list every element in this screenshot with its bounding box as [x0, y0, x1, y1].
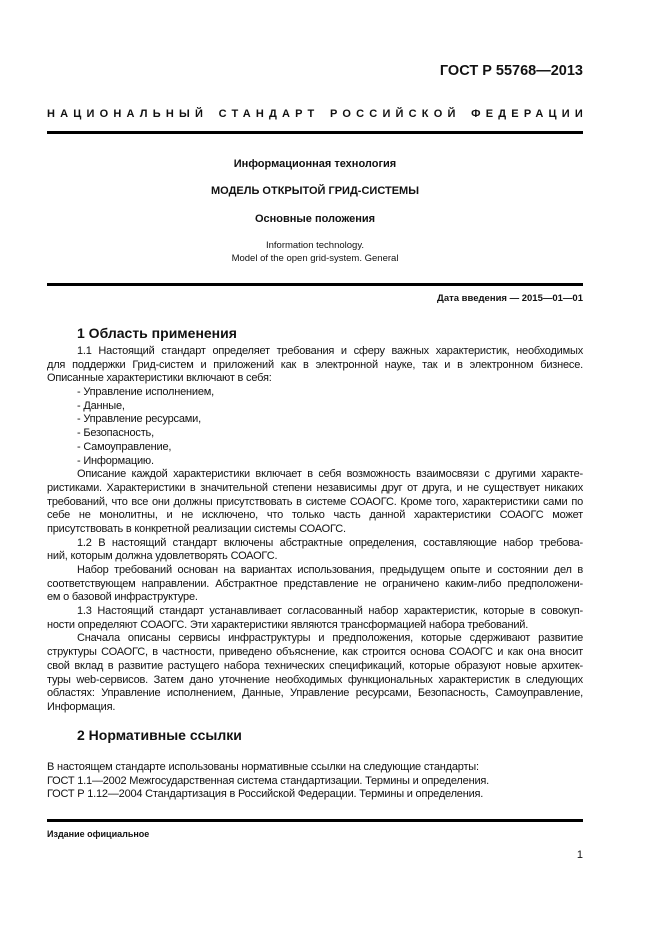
text-line: - Управление ресурсами, — [77, 413, 201, 426]
paragraph — [47, 632, 583, 714]
text-line: В настоящем стандарте использованы нормативные ссылки на следующие стандарты: — [47, 761, 479, 773]
paragraph — [47, 775, 583, 789]
text-line: 1.3 Настоящий стандарт устанавливает согласованный набор характеристик, которые в совокуп- — [77, 605, 583, 618]
national-standard-banner — [47, 108, 588, 120]
edition-label: Издание официальное — [47, 829, 150, 839]
text-line: структуры СОАОГС, в частности, приведено объяснение, как строится основа СОАОГС и как она вносит — [47, 646, 583, 659]
paragraph — [47, 455, 583, 469]
banner-word: НАЦИОНАЛЬНЫЙ — [47, 108, 209, 120]
paragraph — [47, 537, 583, 564]
text-line: ристиками. Характеристики в значительной степени независимы друг от друга, и не существует никаких — [47, 481, 583, 494]
text-line: 1.2 В настоящий стандарт включены абстрактные определения, составляющие набор требова- — [77, 536, 583, 549]
text-line: Описанные характеристики включают в себя: — [47, 372, 272, 385]
paragraph — [47, 605, 583, 632]
text-line: областях: Управление исполнением, Данные, Управление ресурсами, Безопасность, Самоуправление, — [47, 687, 583, 700]
text-line: себе не монолитны, и не исключено, что только часть данной характеристики СОАОГС может — [47, 509, 583, 522]
title-line-3: Основные положения — [254, 213, 376, 225]
text-line: соответствующем направлении. Абстрактное представление не ограничено каким-либо предположени- — [47, 577, 583, 590]
paragraph — [47, 761, 583, 775]
text-line: - Безопасность, — [77, 427, 154, 440]
paragraph — [47, 400, 583, 414]
text-line: туры web-сервисов. Затем дано уточнение необходимых функциональных характеристик в следующих — [47, 673, 583, 686]
text-line: ний, которым должна удовлетворять СОАОГС. — [47, 550, 278, 563]
page-number: 1 — [576, 849, 583, 861]
banner-word: РОССИЙСКОЙ — [330, 108, 461, 120]
introduction-date: Дата введения — 2015—01—01 — [437, 293, 583, 304]
paragraph — [47, 427, 583, 441]
footer-rule — [47, 819, 583, 822]
title-line-2: МОДЕЛЬ ОТКРЫТОЙ ГРИД-СИСТЕМЫ — [211, 185, 419, 197]
paragraph — [47, 468, 583, 536]
section-2-heading: 2 Нормативные ссылки — [77, 727, 242, 743]
text-line: - Данные, — [77, 399, 125, 412]
text-line: Информация. — [47, 700, 116, 713]
text-line: ГОСТ 1.1—2002 Межгосударственная система стандартизации. Термины и определения. — [47, 774, 490, 787]
section-1-body — [47, 345, 583, 715]
text-line: ности определяют СОАОГС. Эти характеристики являются трансформацией набора требований. — [47, 618, 529, 631]
document-number: ГОСТ Р 55768—2013 — [439, 63, 583, 79]
text-line: присутствовать в конкретной реализации системы СОАОГС. — [47, 522, 346, 535]
section-2-body — [47, 761, 583, 802]
section-1-heading: 1 Область применения — [77, 325, 237, 341]
text-line: ем о базовой инфраструктуре. — [47, 591, 198, 604]
paragraph — [47, 441, 583, 455]
english-title-line-2: Model of the open grid-system. General — [231, 253, 399, 264]
banner-word: ФЕДЕРАЦИИ — [471, 108, 588, 120]
paragraph — [47, 788, 583, 802]
paragraph — [47, 564, 583, 605]
header-rule — [47, 131, 583, 134]
text-line: свой вклад в развитие растущего набора технических спецификаций, которые образуют новые архитек- — [47, 659, 583, 672]
text-line: ГОСТ Р 1.12—2004 Стандартизация в Российской Федерации. Термины и определения. — [47, 788, 484, 801]
text-line: требований, что все они должны присутствовать в системе СОАОГС. Кроме того, характеристики сами по — [47, 495, 583, 508]
text-line: для поддержки Грид-систем и приложений как в электронной науке, так и в электронном бизнесе. — [47, 358, 583, 371]
banner-word: СТАНДАРТ — [218, 108, 320, 120]
paragraph — [47, 345, 583, 386]
text-line: - Информацию. — [77, 454, 154, 467]
text-line: Описание каждой характеристики включает в себя возможность взаимосвязи с другими характе- — [77, 468, 583, 481]
paragraph — [47, 413, 583, 427]
title-rule — [47, 283, 583, 286]
title-line-1: Информационная технология — [233, 158, 397, 170]
english-title — [47, 239, 583, 265]
text-line: Набор требований основан на вариантах использования, предыдущем опыте и состоянии дел в — [77, 564, 583, 576]
text-line: 1.1 Настоящий стандарт определяет требования и сферу важных характеристик, необходимых — [77, 345, 583, 357]
paragraph — [47, 386, 583, 400]
text-line: - Управление исполнением, — [77, 386, 214, 399]
english-title-line-1: Information technology. — [265, 240, 365, 251]
text-line: - Самоуправление, — [77, 440, 172, 453]
text-line: Сначала описаны сервисы инфраструктуры и предположения, которые сдерживают развитие — [77, 632, 583, 645]
